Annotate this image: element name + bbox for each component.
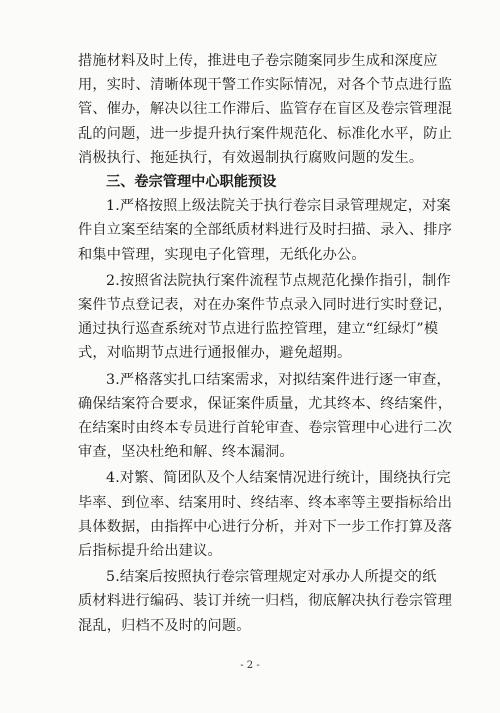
- paragraph-item-4: [78, 466, 453, 563]
- text-line: 混乱，归档不及时的问题。: [78, 617, 251, 634]
- text-line: 2.按照省法院执行案件流程节点规范化操作指引，制作: [106, 272, 451, 289]
- text-line: 后指标提升给出建议。: [78, 543, 222, 560]
- text-line: 1.严格按照上级法院关于执行卷宗目录管理规定，对案: [106, 198, 451, 215]
- text-line: 用，实时、清晰体现干警工作实际情况，对各个节点进行监: [78, 77, 453, 94]
- text-line: 乱的问题，进一步提升执行案件规范化、标准化水平，防止: [78, 125, 453, 142]
- text-line: 审查，坚决杜绝和解、终本漏洞。: [78, 444, 294, 461]
- paragraph-intro-continuation: [78, 49, 453, 170]
- text-line: 案件节点登记表，对在办案件节点录入同时进行实时登记，: [78, 297, 453, 314]
- text-line: 质材料进行编码、装订并统一归档，彻底解决执行卷宗管理: [78, 593, 453, 610]
- text-line: 通过执行巡查系统对节点进行监控管理，建立“红绿灯”模: [78, 321, 439, 338]
- text-line: 5.结案后按照执行卷宗管理规定对承办人所提交的纸: [106, 569, 437, 586]
- paragraph-item-5: [78, 565, 453, 638]
- text-line: 确保结案符合要求，保证案件质量，尤其终本、终结案件，: [78, 395, 453, 412]
- text-line: 3.严格落实扎口结案需求，对拟结案件进行逐一审查，: [106, 371, 451, 388]
- section-heading: 三、卷宗管理中心职能预设: [106, 174, 277, 191]
- document-body: [78, 49, 453, 638]
- text-line: 管、催办，解决以往工作滞后、监管存在盲区及卷宗管理混: [78, 101, 453, 118]
- page-number: - 2 -: [240, 660, 260, 671]
- text-line: 式，对临期节点进行通报催办，避免超期。: [78, 345, 352, 362]
- text-line: 具体数据，由指挥中心进行分析，并对下一步工作打算及落: [78, 518, 453, 535]
- paragraph-item-1: [78, 194, 453, 267]
- text-line: 4.对繁、简团队及个人结案情况进行统计，围绕执行完: [106, 470, 451, 487]
- text-line: 和集中管理，实现电子化管理，无纸化办公。: [78, 246, 366, 263]
- text-line: 毕率、到位率、结案用时、终结率、终本率等主要指标给出: [78, 494, 453, 511]
- text-line: 在结案时由终本专员进行首轮审查、卷宗管理中心进行二次: [78, 420, 453, 437]
- text-line: 消极执行、拖延执行，有效遏制执行腐败问题的发生。: [78, 149, 424, 166]
- paragraph-item-3: [78, 368, 453, 465]
- text-line: 措施材料及时上传，推进电子卷宗随案同步生成和深度应: [78, 53, 438, 69]
- paragraph-item-2: [78, 269, 453, 366]
- text-line: 件自立案至结案的全部纸质材料进行及时扫描、录入、排序: [78, 222, 453, 239]
